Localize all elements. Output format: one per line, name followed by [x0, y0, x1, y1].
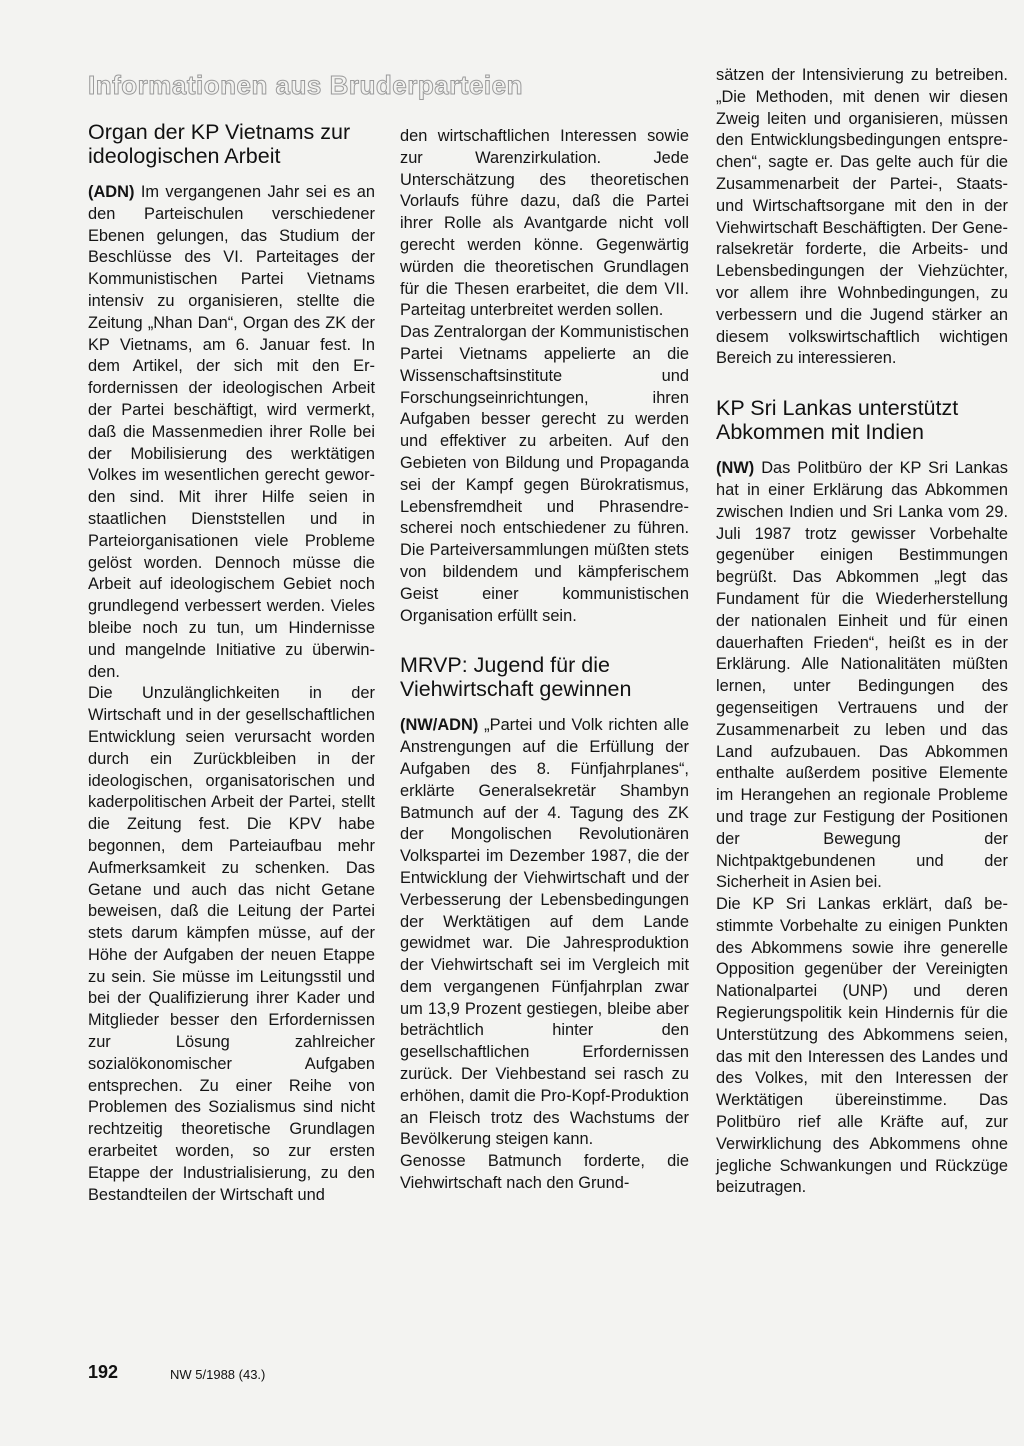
mrvp-paragraph-3: sätzen der Intensivierung zu betreiben. „Die Methoden, mit denen wir diesen Zweig leiten und organisieren, müssen den Entwicklungsbedingungen entsprechen“, sagte er. Das gelte auch für die Zusammenarbeit der Partei-, Staats- und Wirtschaftsorgane mit den in der Viehwirtschaft Beschäftigten. Der Generalsekretär forderte, die Arbeits- und Lebensbedingungen der Viehzüchter, vor allem ihre Wohnbedingungen, zu verbessern und die Jugend stärker an diesem volkswirtschaftlich wichtigen Bereich zu interessieren. — [716, 66, 1008, 368]
mrvp-paragraph-2: Genosse Batmunch forderte, die Viehwirtschaft nach den Grund- — [400, 1152, 689, 1193]
mrvp-paragraph-1-text: „Partei und Volk richten alle Anstrengungen auf die Erfüllung der Aufgaben des 8. Fünfjahrplanes“, erklärte Generalsekretär Shambyn Batmunch auf der 4. Tagung des ZK der Mongolischen Revolutionären Volkspartei im Dezember 1987, die der Entwicklung der Viehwirtschaft und der Verbesserung der Lebensbedingungen der Werktätigen auf dem Lande gewidmet war. Die Jahresproduktion der Viehwirtschaft sei im Vergleich mit dem vergangenen Fünfjahrplan zwar um 13,9 Prozent gestiegen, bleibe aber beträchtlich hinter den gesellschaftlichen Erfordernissen zurück. Der Viehbestand sei rasch zu erhöhen, damit die Pro-Kopf-Produktion an Fleisch trotz des Wachstums der Bevölkerung steigen kann. — [400, 716, 689, 1149]
vietnam-paragraph-1 — [88, 182, 375, 683]
vietnam-paragraph-2: Die Unzulänglichkeiten in der Wirtschaft und in der gesellschaftlichen Entwicklung seien verursacht worden durch ein Zurückbleiben in der ideologischen, organisatorischen und kaderpolitischen Arbeit der Partei, stellt die Zeitung fest. Die KPV habe begonnen, dem Parteiaufbau mehr Aufmerksamkeit zu schenken. Das Getane und auch das nicht Getane beweisen, daß die Leitung der Partei stets darum kämpfen müsse, auf der Höhe der Aufgaben der neuen Etappe zu sein. Sie müsse im Leitungsstil und bei der Qualifizierung ihrer Kader und Mitglieder besser den Erfordernissen zur Lösung zahlreicher sozialökonomischer Aufgaben entsprechen. Zu einer Reihe von Problemen des Sozialismus sind nicht rechtzeitig theoretische Grundlagen erarbeitet worden, so zur ersten Etappe der Industrialisierung, zu den Bestandteilen der Wirtschaft und — [88, 684, 375, 1204]
srilanka-paragraph-2: Die KP Sri Lankas erklärt, daß bestimmte Vorbehalte zu einigen Punkten des Abkommens sowie ihre generelle Opposition gegenüber der Vereinigten Nationalpartei (UNP) und deren Regierungspolitik kein Hindernis für die Unterstützung des Abkommens seien, das mit den Interessen des Landes und des Volkes, mit den Interessen der Werktätigen übereinstimme. Das Politbüro rief alle Kräfte auf, zur Verwirklichung des Abkommens ohne jegliche Schwankungen und Rückzüge beizutragen. — [716, 895, 1008, 1197]
vietnam-paragraph-1-text: Im vergangenen Jahr sei es an den Parteischulen verschiedener Ebenen gelungen, das Studium der Beschlüsse des VI. Parteitages der Kommunistischen Partei Vietnams intensiv zu organisieren, stellte die Zeitung „Nhan Dan“, Organ des ZK der KP Vietnams, am 6. Januar fest. In dem Artikel, der sich mit den Erfordernissen der ideologischen Arbeit der Partei beschäftigt, wird vermerkt, daß die Massenmedien ihrer Rolle bei der Mobilisierung des werktätigen Volkes im wesentlichen gerecht geworden sind. Mit ihrer Hilfe seien in staatlichen Dienststellen und in Parteiorganisationen viele Probleme gelöst worden. Dennoch müsse die Arbeit auf ideologischem Gebiet noch grundlegend verbessert werden. Vieles bleibe noch zu tun, um Hindernisse und mangelnde Initiative zu überwinden. — [88, 183, 375, 681]
column-3 — [716, 65, 1008, 1199]
section-header: Informationen aus Bruderparteien — [88, 70, 523, 100]
vietnam-paragraph-4: Das Zentralorgan der Kommunistischen Partei Vietnams appelierte an die Wissenschaftsinstitute und Forschungseinrichtungen, ihren Aufgaben besser gerecht zu werden und effektiver zu arbeiten. Auf den Gebieten von Bildung und Propaganda sei der Kampf gegen Bürokratismus, Lebensfremdheit und Phrasendrescherei noch entschiedener zu führen. Die Parteiversammlungen müßten stets von bildendem und kämpferischem Geist einer kommunistischen Organisation erfüllt sein. — [400, 323, 689, 625]
mrvp-paragraph-1 — [400, 715, 689, 1151]
headline-srilanka: KP Sri Lankas unterstützt Abkommen mit Indien — [716, 396, 959, 445]
page-footer — [88, 1362, 266, 1383]
headline-mrvp: MRVP: Jugend für die Viehwirtschaft gewinnen — [400, 653, 632, 702]
agency-tag-adn: (ADN) — [88, 183, 135, 201]
headline-vietnam: Organ der KP Vietnams zur ideologischen Arbeit — [88, 120, 351, 168]
column-2 — [400, 126, 689, 1195]
agency-tag-nw: (NW) — [716, 459, 755, 478]
agency-tag-nw-adn: (NW/ADN) — [400, 716, 479, 735]
srilanka-paragraph-1-text: Das Politbüro der KP Sri Lankas hat in einer Erklärung das Abkommen zwischen Indien und Sri Lanka vom 29. Juli 1987 trotz gewisser Vorbehalte gegenüber einigen Bestimmungen begrüßt. Das Abkommen „legt das Fundament für die Wiederherstellung der nationalen Einheit und für einen dauerhaften Frieden“, heißt es in der Erklärung. Alle Nationalitäten müßten lernen, unter Bedingungen des gegenseitigen Vertrauens und der Zusammenarbeit zu leben und das Land aufzubauen. Das Abkommen enthalte außerdem positive Elemente im Herangehen an regionale Probleme und trage zur Festigung der Positionen der Bewegung der Nichtpaktgebundenen und der Sicherheit in Asien bei. — [716, 459, 1008, 892]
page-number: 192 — [88, 1362, 119, 1382]
column-1 — [88, 120, 375, 1206]
srilanka-paragraph-1 — [716, 458, 1008, 894]
issue-label: NW 5/1988 (43.) — [170, 1367, 266, 1382]
vietnam-paragraph-3: den wirtschaftlichen Interessen sowie zur Warenzirkulation. Jede Unterschätzung des theoretischen Vorlaufs führe dazu, daß die Partei ihrer Rolle als Avantgarde nicht voll gerecht werden könne. Gegenwärtig würden die theoretischen Grundlagen für die Thesen erarbeitet, die dem VII. Parteitag unterbreitet werden sollen. — [400, 127, 689, 320]
